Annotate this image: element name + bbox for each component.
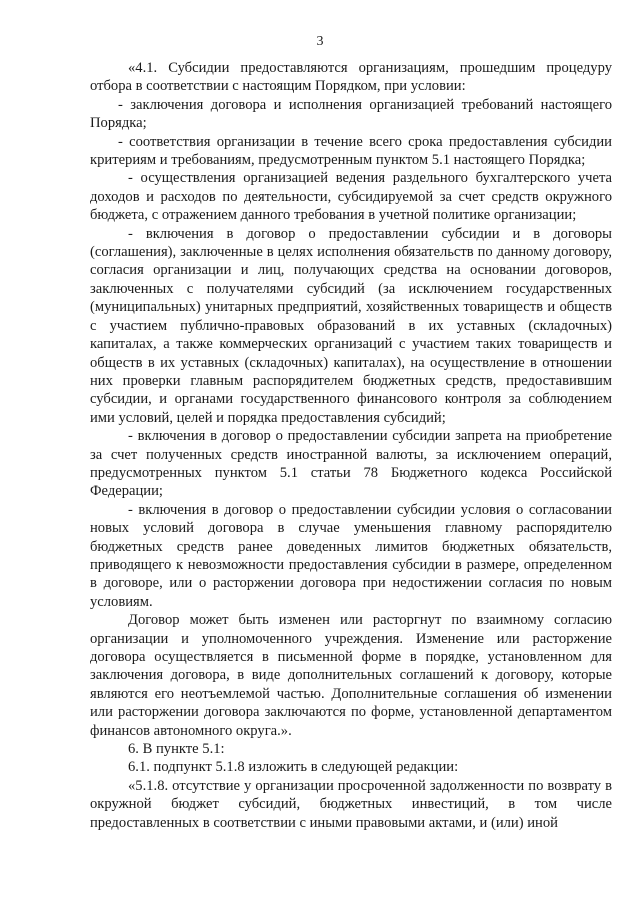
paragraph-6-1: 6.1. подпункт 5.1.8 изложить в следующей редакции: bbox=[128, 759, 459, 776]
condition-contract: - заключения договора и исполнения организацией требований настоящего Порядка; bbox=[90, 96, 612, 132]
document-body bbox=[90, 59, 612, 832]
condition-compliance: - соответствия организации в течение всего срока предоставления субсидии критериям и требованиям, предусмотренным пунктом 5.1 настоящего Порядка; bbox=[90, 133, 612, 169]
paragraph-6: 6. В пункте 5.1: bbox=[128, 741, 225, 758]
page-number: 3 bbox=[316, 34, 324, 49]
condition-new-terms: - включения в договор о предоставлении субсидии условия о согласовании новых условий договора в случае уменьшения главному распорядителю бюджетных средств ранее доведенных лимитов бюджетных обязательств, приводящего к невозможности предоставления субсидии в размере, определенном в договоре, или о расторжении договора при недостижении согласия по новым условиям. bbox=[90, 501, 612, 610]
condition-inspection-consent: - включения в договор о предоставлении субсидии и в договоры (соглашения), заключенные в целях исполнения обязательств по данному договору, согласия организации и лиц, получающих средства на основании договоров, заключенных с получателями субсидий (за исключением государственных (муниципальных) унитарных предприятий, хозяйственных товариществ и обществ с участием публично-правовых образований в их уставных (складочных) капиталах, а также коммерческих организаций с участием таких товариществ и обществ в их уставных (складочных) капиталах), на осуществление в отношении них проверки главным распорядителем бюджетных средств, предоставившим субсидии, и органами государственного финансового контроля за соблюдением ими условий, целей и порядка предоставления субсидий; bbox=[90, 225, 612, 426]
condition-currency-ban: - включения в договор о предоставлении субсидии запрета на приобретение за счет полученных средств иностранной валюты, за исключением операций, предусмотренных пунктом 5.1 статьи 78 Бюджетного кодекса Российской Федерации; bbox=[90, 428, 612, 500]
paragraph-contract-amendment: Договор может быть изменен или расторгнут по взаимному согласию организации и уполномоченного учреждения. Изменение или расторжение договора осуществляется в письменной форме в порядке, установленном для заключения договора, в виде дополнительных соглашений к договору, которые являются его неотъемлемой частью. Дополнительные соглашения об изменении или расторжении договора заключаются по форме, установленной департаментом финансов автономного округа.». bbox=[90, 612, 612, 739]
paragraph-4-1: «4.1. Субсидии предоставляются организациям, прошедшим процедуру отбора в соответствии с настоящим Порядком, при условии: bbox=[90, 60, 612, 95]
condition-accounting: - осуществления организацией ведения раздельного бухгалтерского учета доходов и расходов по деятельности, субсидируемой за счет средств окружного бюджета, с отражением данного требования в учетной политике организации; bbox=[90, 170, 612, 224]
paragraph-5-1-8: «5.1.8. отсутствие у организации просроченной задолженности по возврату в окружной бюджет субсидий, бюджетных инвестиций, в том числе предоставленных в соответствии с иными правовыми актами, и (или) иной bbox=[90, 777, 612, 831]
